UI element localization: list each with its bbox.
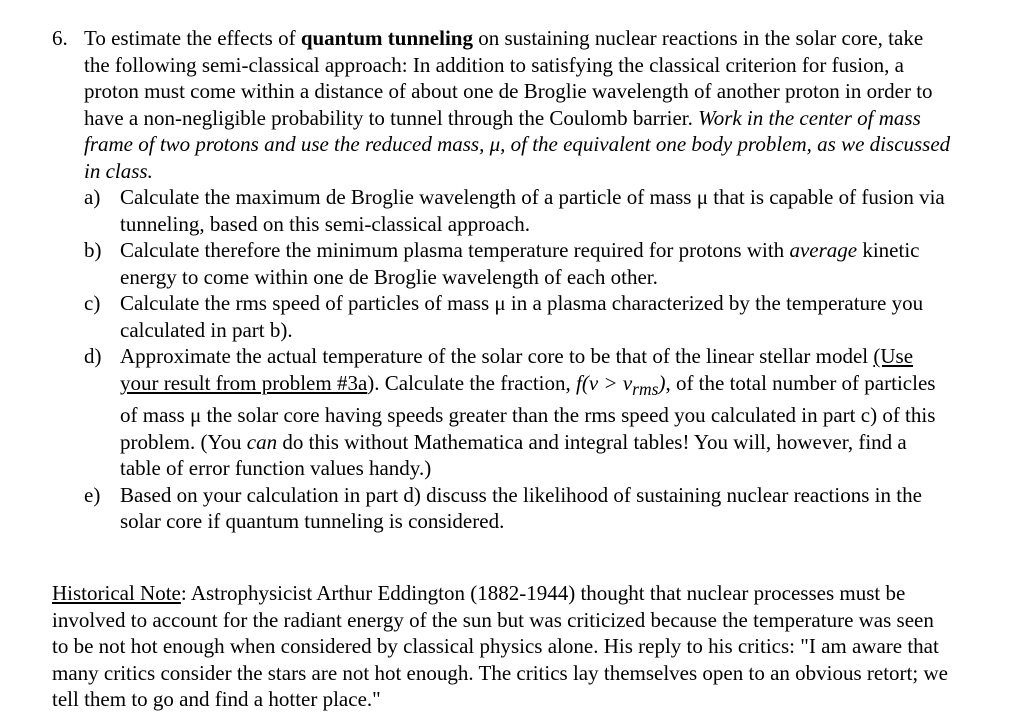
part-text	[120, 237, 952, 290]
part-c	[84, 290, 952, 343]
part-e	[84, 482, 952, 535]
part-letter: e)	[84, 482, 101, 507]
part-d-text-3: , of the total number of particles of mass μ the solar core having speeds greater than the rms speed you calculated in part c) of this problem. (You	[120, 370, 936, 454]
problem-6	[52, 25, 952, 535]
intro-text-2: on sustaining nuclear reactions in the solar core, take the following semi-classical approach: In addition to satisfying the classical criterion for fusion, a proton must come within a distance of about one de Broglie wavelength of another proton in order to have a non-negligible probability to tunnel through the Coulomb barrier.	[84, 26, 933, 130]
part-b-text-1: Calculate therefore the minimum plasma temperature required for protons with	[120, 238, 790, 262]
problem-body	[84, 25, 952, 535]
problem-parts	[84, 184, 952, 535]
historical-note	[52, 580, 952, 713]
formula-end: )	[658, 370, 666, 395]
part-letter: a)	[84, 185, 101, 209]
part-d-text-4: do this without Mathematica and integral tables! You will, however, find a table of error function values handy.)	[120, 429, 907, 481]
formula-main: f(v > v	[576, 370, 633, 395]
part-b-italic: average	[789, 238, 858, 262]
historical-note-text: : Astrophysicist Arthur Eddington (1882-1944) thought that nuclear processes must be involved to account for the radiant energy of the sun but was criticized because the temperature was seen to be not hot enough when considered by classical physics alone. His reply to his critics: "I am aware that many critics consider the stars are not hot enough. The critics lay themselves open to an obvious retort; we tell them to go and find a hotter place."	[52, 581, 948, 711]
historical-note-label: Historical Note	[52, 581, 181, 605]
part-b	[84, 237, 952, 290]
part-a	[84, 184, 952, 237]
problem-3a-reference: (Use your result from problem #3a	[120, 344, 914, 395]
part-d-text-2: ). Calculate the fraction,	[367, 370, 577, 395]
part-d-italic: can	[246, 429, 278, 454]
intro-italic-instruction: Work in the center of mass frame of two protons and use the reduced mass, μ, of the equivalent one body problem, as we discussed in class.	[84, 105, 951, 183]
part-d-text-1: Approximate the actual temperature of the solar core to be that of the linear stellar model	[120, 344, 874, 368]
part-text: Based on your calculation in part d) discuss the likelihood of sustaining nuclear reactions in the solar core if quantum tunneling is considered.	[120, 482, 922, 534]
part-text: Calculate the maximum de Broglie wavelength of a particle of mass μ that is capable of fusion via tunneling, based on this semi-classical approach.	[120, 185, 945, 236]
part-letter: c)	[84, 291, 101, 315]
part-b-text-2: kinetic energy to come within one de Broglie wavelength of each other.	[120, 238, 920, 289]
intro-bold-term: quantum tunneling	[300, 26, 473, 50]
problem-row	[52, 25, 952, 535]
part-d	[84, 343, 952, 482]
intro-text-1: To estimate the effects of	[84, 26, 301, 50]
fraction-formula	[576, 370, 666, 399]
part-letter: b)	[84, 238, 102, 262]
formula-subscript: rms	[632, 378, 659, 399]
problem-number: 6.	[52, 26, 68, 50]
part-text: Calculate the rms speed of particles of mass μ in a plasma characterized by the temperature you calculated in part b).	[120, 291, 924, 342]
part-text	[120, 343, 952, 482]
problem-intro	[84, 25, 952, 184]
part-letter: d)	[84, 344, 102, 368]
